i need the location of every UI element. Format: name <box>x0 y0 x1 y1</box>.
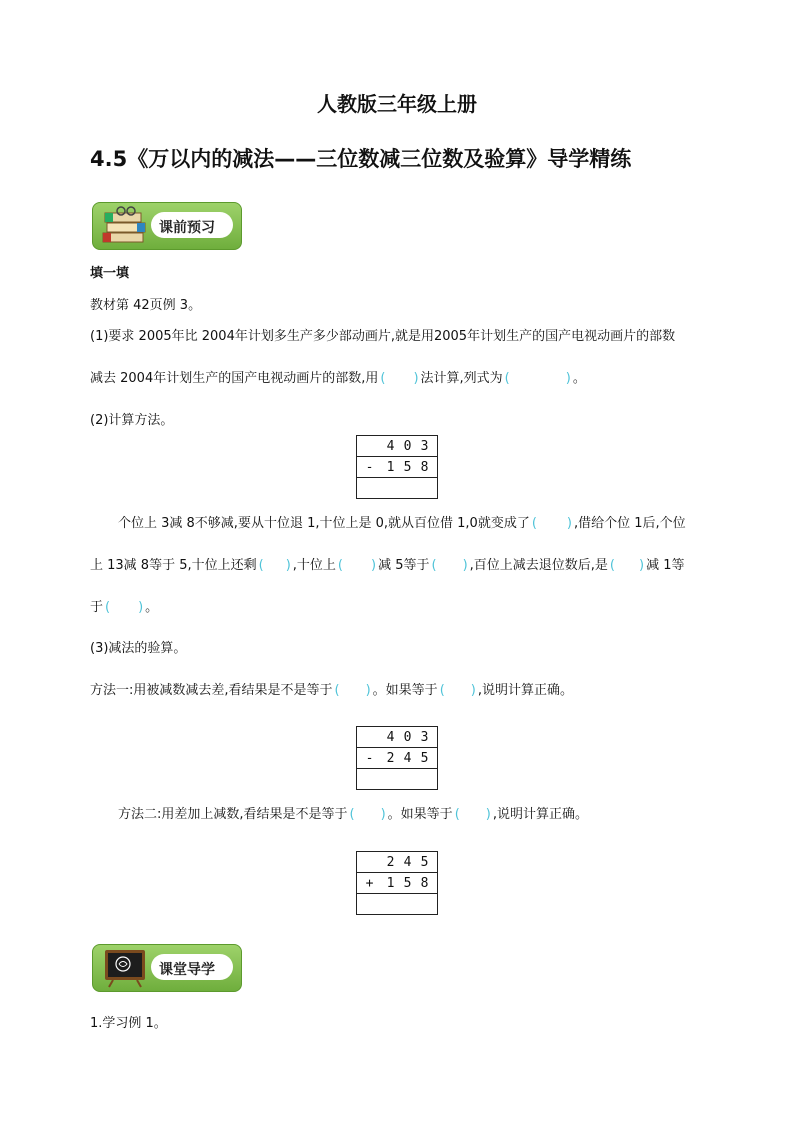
method-1-text: 方法一:用被减数减去差,看结果是不是等于( ) 。如果等于( ) ,说明计算正确。 <box>90 679 573 698</box>
learn-example-1: 1.学习例 1。 <box>90 1016 167 1031</box>
question-1-line-1: (1)要求 2005年比 2004年计划多生产多少部动画片,就是用2005年计划生产的国产电视动画片的部数 <box>90 329 676 344</box>
question-2-line-3: 于( ) 。 <box>90 596 158 615</box>
answer-blank[interactable] <box>348 807 388 822</box>
answer-blank[interactable] <box>257 558 293 573</box>
method-2-text: 方法二:用差加上减数,看结果是不是等于( ) 。如果等于( ) ,说明计算正确。 <box>118 803 588 822</box>
question-2-line-1: 个位上 3减 8不够减,要从十位退 1,十位上是 0,就从百位借 1,0就变成了( ) ,借给个位 1后,个位 <box>118 512 686 531</box>
answer-blank[interactable] <box>103 600 145 615</box>
answer-row[interactable] <box>357 769 438 790</box>
vertical-calculation-3: 2 4 5 + 1 5 8 <box>356 851 438 915</box>
question-3-title: (3)减法的验算。 <box>90 641 187 656</box>
answer-blank[interactable] <box>453 807 493 822</box>
answer-blank[interactable] <box>333 683 373 698</box>
answer-blank[interactable] <box>336 558 378 573</box>
banner-label: 课堂导学 <box>159 962 215 978</box>
textbook-reference: 教材第 42页例 3。 <box>90 298 202 313</box>
books-icon <box>99 205 151 247</box>
lesson-title: 4.5《万以内的减法——三位数减三位数及验算》导学精练 <box>90 147 632 171</box>
answer-blank[interactable] <box>608 558 646 573</box>
section-heading: 填一填 <box>90 266 130 281</box>
banner-label: 课前预习 <box>159 220 215 236</box>
answer-blank[interactable] <box>530 516 574 531</box>
question-2-line-2: 上 13减 8等于 5,十位上还剩( ) ,十位上( ) 减 5等于( ) ,百位上减去退位数后,是( ) 减 1等 <box>90 554 684 573</box>
vertical-calculation-1: 4 0 3 - 1 5 8 <box>356 435 438 499</box>
blackboard-icon <box>103 948 147 988</box>
answer-blank[interactable] <box>438 683 478 698</box>
answer-row[interactable] <box>357 478 438 499</box>
answer-blank[interactable] <box>378 371 420 386</box>
question-2-title: (2)计算方法。 <box>90 413 174 428</box>
page-title: 人教版三年级上册 <box>317 92 477 116</box>
answer-row[interactable] <box>357 894 438 915</box>
question-1-line-2: 减去 2004年计划生产的国产电视动画片的部数,用( ) 法计算,列式为( ) 。 <box>90 367 586 386</box>
vertical-calculation-2: 4 0 3 - 2 4 5 <box>356 726 438 790</box>
section-banner-class <box>92 944 242 992</box>
section-banner-preview <box>92 202 242 250</box>
answer-blank[interactable] <box>429 558 469 573</box>
answer-blank[interactable] <box>503 371 573 386</box>
